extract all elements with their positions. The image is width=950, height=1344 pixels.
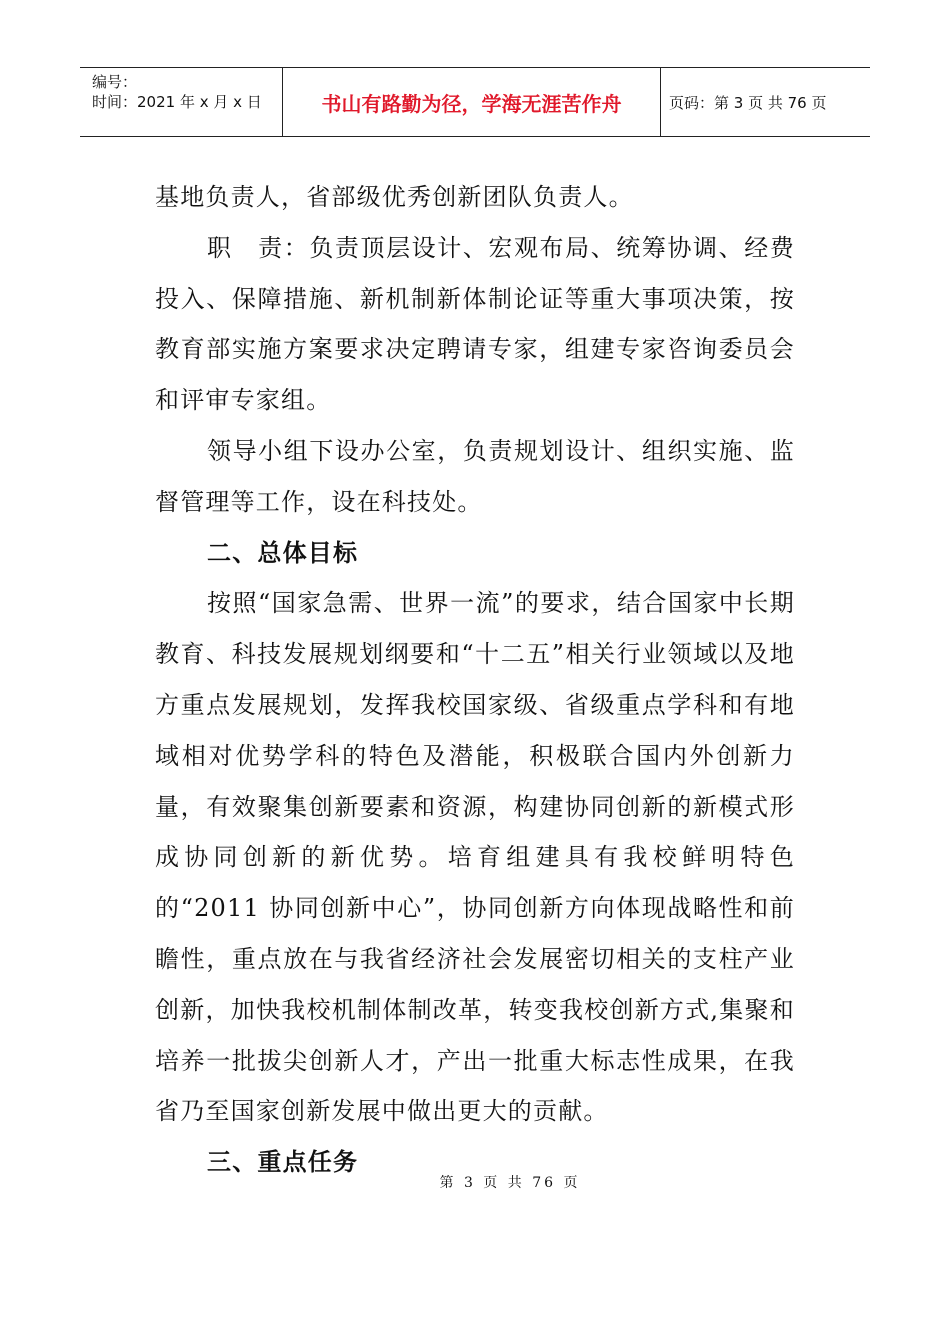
section-heading: 三、重点任务 [207, 1148, 359, 1177]
document-body [155, 172, 795, 1188]
page-footer: 第 3 页 共 76 页 [439, 1175, 581, 1191]
header-meta [80, 68, 283, 136]
paragraph: 领导小组下设办公室，负责规划设计、组织实施、监督管理等工作，设在科技处。 [155, 436, 795, 516]
paragraph: 按照“国家急需、世界一流”的要求，结合国家中长期教育、科技发展规划纲要和“十二五”相关行业领域以及地方重点发展规划，发挥我校国家级、省级重点学科和有地域相对优势学科的特色及潜能，积极联合国内外创新力量，有效聚集创新要素和资源，构建协同创新的新模式形成协同创新的新优势。培育组建具有我校鲜明特色的“2011 协同创新中心”，协同创新方向体现战略性和前瞻性，重点放在与我省经济社会发展密切相关的支柱产业创新，加快我校机制体制改革，转变我校创新方式,集聚和培养一批拔尖创新人才，产出一批重大标志性成果，在我省乃至国家创新发展中做出更大的贡献。 [155, 589, 795, 1126]
paragraph: 职 责：负责顶层设计、宏观布局、统筹协调、经费投入、保障措施、新机制新体制论证等重大事项决策，按教育部实施方案要求决定聘请专家，组建专家咨询委员会和评审专家组。 [155, 233, 795, 415]
number-label: 编号： [92, 73, 138, 91]
header-page-info: 页码：第 3 页 共 76 页 [669, 93, 827, 112]
paragraph: 基地负责人，省部级优秀创新团队负责人。 [155, 183, 634, 211]
time-label: 时间：2021 年 x 月 x 日 [92, 93, 262, 111]
header-motto: 书山有路勤为径，学海无涯苦作舟 [283, 68, 661, 136]
section-heading: 二、总体目标 [207, 538, 359, 567]
page-header [80, 67, 870, 137]
